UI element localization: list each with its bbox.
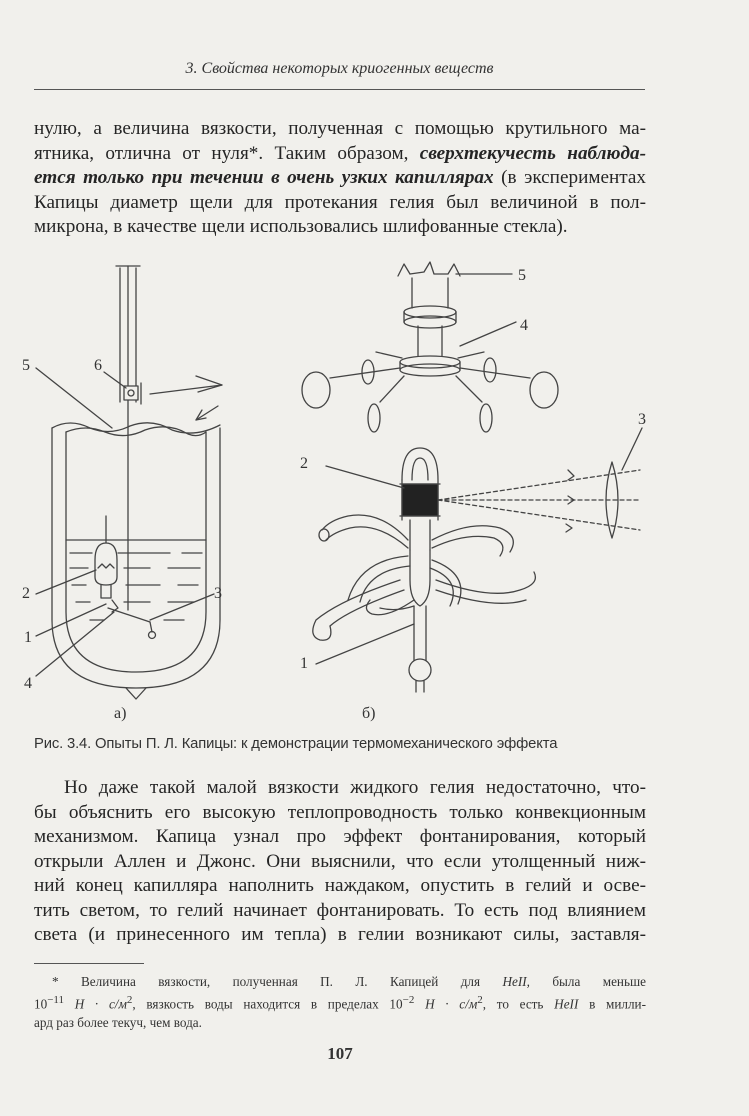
p2-line-7: света (и принесенного им тепла) в гелии возникают силы, заставля- [34,924,646,945]
p1-line-5: микрона, в качестве щели использовались шлифованные стекла). [34,216,568,237]
p1-line-2 [34,142,646,167]
p2-line-4: открыли Аллен и Джонс. Они выяснили, что если утолщенный ниж- [34,850,646,872]
fig-a-label-2: 2 [22,585,30,602]
fig-b-label-5: 5 [518,267,526,284]
footnote [34,972,646,1032]
fn-l2-exp1: −11 [47,994,64,1006]
p2-line-1: Но даже такой малой вязкости жидкого гелия недостаточно, что- [64,777,646,798]
fn-l2-sq1: 2 [126,994,133,1006]
paragraph-1 [34,117,646,240]
p1-line-2-text: ятника, отлична от нуля*. Таким образом, [34,142,409,164]
fn-l2-unit1: H · c/м [74,996,127,1012]
p1-line-3-emphasis: ется только при течении в очень узких капиллярах [34,167,494,188]
p1-line-3 [34,166,646,191]
footnote-rule [34,963,144,964]
p1-line-2-emphasis: сверхтекучесть наблюда- [419,142,646,164]
p2-line-2: бы объяснить его высокую теплопроводность только конвекционным [34,801,646,823]
footnote-line-2 [34,991,646,1013]
figure-3-4 [0,255,749,725]
fig-b-label-2: 2 [300,455,308,472]
p1-line-4: Капицы диаметр щели для протекания гелия был величиной в пол- [34,191,646,213]
fn-l2-sq2: 2 [477,994,483,1006]
fn-l2-math: HeII [554,996,579,1012]
fig-a-label-5: 5 [22,357,30,374]
p2-line-3: механизмом. Капица узнал про эффект фонтанирования, который [34,826,646,847]
p2-line-6: тить светом, то гелий начинает фонтанировать. То есть под влиянием [34,899,646,921]
fig-a-label-3: 3 [214,585,222,602]
fn-l2-b: , вязкость воды находится в пределах 10 [132,996,403,1012]
fig-b-label-1: 1 [300,655,308,672]
fig-a-sublabel: а) [114,705,127,722]
fn-l1-a: * Величина вязкости, полученная П. Л. Капицей для [52,974,481,989]
dewar-apparatus [36,266,222,699]
header-rule [34,89,645,90]
fountain-device [313,428,642,692]
fn-l2-unit2: H · c/м [425,996,478,1012]
p1-line-3-text: (в экспериментах [501,167,646,188]
rotor-assembly [302,262,558,432]
running-header: 3. Свойства некоторых криогенных веществ [185,60,494,77]
fn-l2-a: 10 [34,996,48,1012]
paragraph-2 [34,776,646,948]
p2-line-5: ний конец капилляра наполнить наждаком, опустить в гелий и осве- [34,875,646,896]
footnote-line-1 [34,972,646,991]
footnote-line-3: ард раз более текуч, чем вода. [34,1015,202,1031]
figure-caption: Рис. 3.4. Опыты П. Л. Капицы: к демонстрации термомеханического эффекта [34,736,558,752]
page-number: 107 [327,1044,353,1063]
fn-l1-math: HeII, [502,974,530,989]
fn-l2-exp2: −2 [402,994,415,1006]
p1-line-1: нулю, а величина вязкости, полученная с помощью крутильного ма- [34,118,646,139]
fig-a-label-6: 6 [94,357,102,374]
fig-a-label-1: 1 [24,629,32,646]
fn-l2-c: , то есть [482,996,544,1012]
fig-a-label-4: 4 [24,675,32,692]
fn-l2-d: в милли- [589,996,646,1012]
fig-b-sublabel: б) [362,705,376,722]
fig-b-label-4: 4 [520,317,528,334]
fn-l1-b: была меньше [552,974,646,989]
fig-b-label-3: 3 [638,411,646,428]
